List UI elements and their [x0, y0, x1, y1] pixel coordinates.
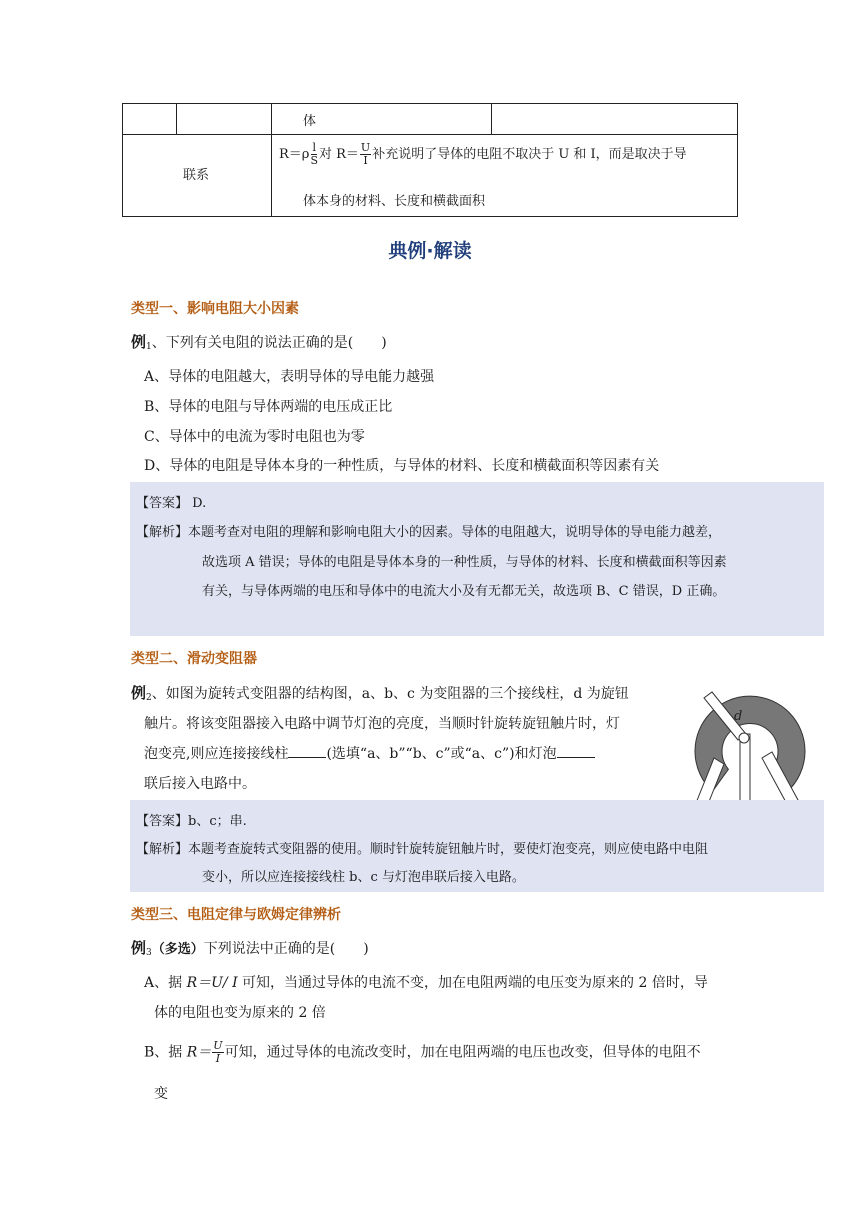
fraction-den: I [363, 154, 368, 167]
analysis-tag: 【解析】 [136, 842, 189, 857]
example-number: 1 [146, 342, 152, 352]
option-d: D、导体的电阻是导体本身的一种性质，与导体的材料、长度和横截面积等因素有关 [144, 458, 660, 474]
example-number: 3 [146, 948, 152, 958]
example-label: 例 [131, 333, 147, 351]
answer-line [136, 810, 247, 829]
analysis-line: 故选项 A 错误；导体的电阻是导体本身的一种性质，与导体的材料、长度和横截面积等因素 [202, 555, 727, 570]
question-text: 、下列有关电阻的说法正确的是( ) [151, 335, 387, 351]
question-line: 联后接入电路中。 [144, 776, 256, 792]
fraction [360, 142, 371, 167]
fill-blank[interactable] [557, 745, 595, 758]
multi-select-tag: （多选） [151, 942, 204, 957]
example-label: 例 [131, 939, 147, 957]
option-a [144, 972, 708, 992]
analysis-line [136, 521, 721, 540]
formula: R＝U/ I [186, 975, 238, 991]
option-text: 可知，通过导体的电流改变时，加在电阻两端的电压也改变，但导体的电阻不 [224, 1044, 701, 1061]
table-cell: 体本身的材料、长度和横截面积 [303, 194, 486, 209]
example-number: 2 [146, 693, 152, 703]
fraction-num: U [213, 1039, 223, 1052]
type2-heading: 类型二、滑动变阻器 [131, 651, 257, 667]
fraction-den: I [215, 1052, 221, 1065]
question-line [144, 743, 595, 763]
answer-box-1 [130, 482, 824, 636]
example-label: 例 [131, 684, 147, 702]
fraction-num: U [360, 141, 371, 154]
table-col-divider [176, 104, 177, 134]
formula-text: 对 R＝ [318, 147, 359, 162]
option-c: C、导体中的电流为零时电阻也为零 [144, 429, 365, 445]
question-text: 、如图为旋转式变阻器的结构图，a、b、c 为变阻器的三个接线柱，d 为旋钮 [151, 686, 629, 702]
question-line: 触片。将该变阻器接入电路中调节灯泡的亮度，当顺时针旋转旋钮触片时，灯 [144, 716, 620, 732]
question-text: 下列说法中正确的是( ) [203, 941, 369, 957]
answer-tag: 【答案】 [136, 496, 189, 511]
analysis-line: 有关，与导体两端的电压和导体中的电流大小及有无都无关，故选项 B、C 错误，D 正确。 [202, 584, 726, 599]
option-text: 可知，当通过导体的电流不变，加在电阻两端的电压变为原来的 2 倍时，导 [237, 975, 708, 991]
table-col-divider [491, 104, 492, 134]
analysis-tag: 【解析】 [136, 525, 189, 540]
table-row-divider [123, 134, 737, 135]
answer-text: D. [188, 496, 207, 511]
table-col-divider [271, 104, 272, 216]
formula-text: R＝ρ [279, 147, 310, 162]
answer-box-2 [130, 800, 824, 892]
section-title: 典例·解读 [388, 240, 472, 262]
fill-blank[interactable] [288, 745, 326, 758]
fraction [212, 1040, 223, 1065]
terminal-b [740, 734, 750, 808]
option-a: A、导体的电阻越大，表明导体的导电能力越强 [144, 369, 435, 385]
analysis-line [136, 838, 708, 857]
question-text: 泡变亮,则应连接接线柱 [144, 746, 289, 762]
option-b [144, 1040, 701, 1065]
formula: R＝ [186, 1044, 212, 1061]
table-row-label: 联系 [183, 168, 210, 183]
option-b-line2: 变 [154, 1086, 168, 1102]
table-cell: 体 [303, 114, 317, 129]
type1-heading: 类型一、影响电阻大小因素 [131, 301, 299, 317]
formula-text: 补充说明了导体的电阻不取决于 U 和 I，而是取决于导 [372, 147, 687, 162]
example3-question [131, 937, 369, 958]
fraction [310, 142, 318, 167]
option-text: B、据 [144, 1044, 187, 1061]
fraction-den: S [310, 154, 318, 167]
answer-line [136, 492, 206, 511]
pivot [739, 733, 749, 743]
answer-text: b、c；串. [188, 814, 247, 829]
option-a-line2: 体的电阻也变为原来的 2 倍 [154, 1005, 326, 1021]
comparison-table [122, 103, 738, 217]
label-d: d [734, 709, 743, 724]
type3-heading: 类型三、电阻定律与欧姆定律辨析 [131, 907, 341, 923]
answer-tag: 【答案】 [136, 814, 189, 829]
option-b: B、导体的电阻与导体两端的电压成正比 [144, 399, 393, 415]
table-cell-formula [279, 142, 687, 167]
question-text: (选填“a、b”“b、c”或“a、c”)和灯泡 [326, 746, 557, 762]
example1-question [131, 331, 387, 352]
option-text: A、据 [144, 975, 187, 991]
fraction-num: l [312, 141, 316, 154]
analysis-text: 本题考查旋转式变阻器的使用。顺时针旋转旋钮触片时，要使灯泡变亮，则应使电路中电阻 [188, 842, 709, 857]
example2-question [131, 682, 629, 703]
analysis-line: 变小，所以应连接接线柱 b、c 与灯泡串联后接入电路。 [202, 870, 525, 885]
analysis-text: 本题考查对电阻的理解和影响电阻大小的因素。导体的电阻越大，说明导体的导电能力越差， [188, 525, 722, 540]
